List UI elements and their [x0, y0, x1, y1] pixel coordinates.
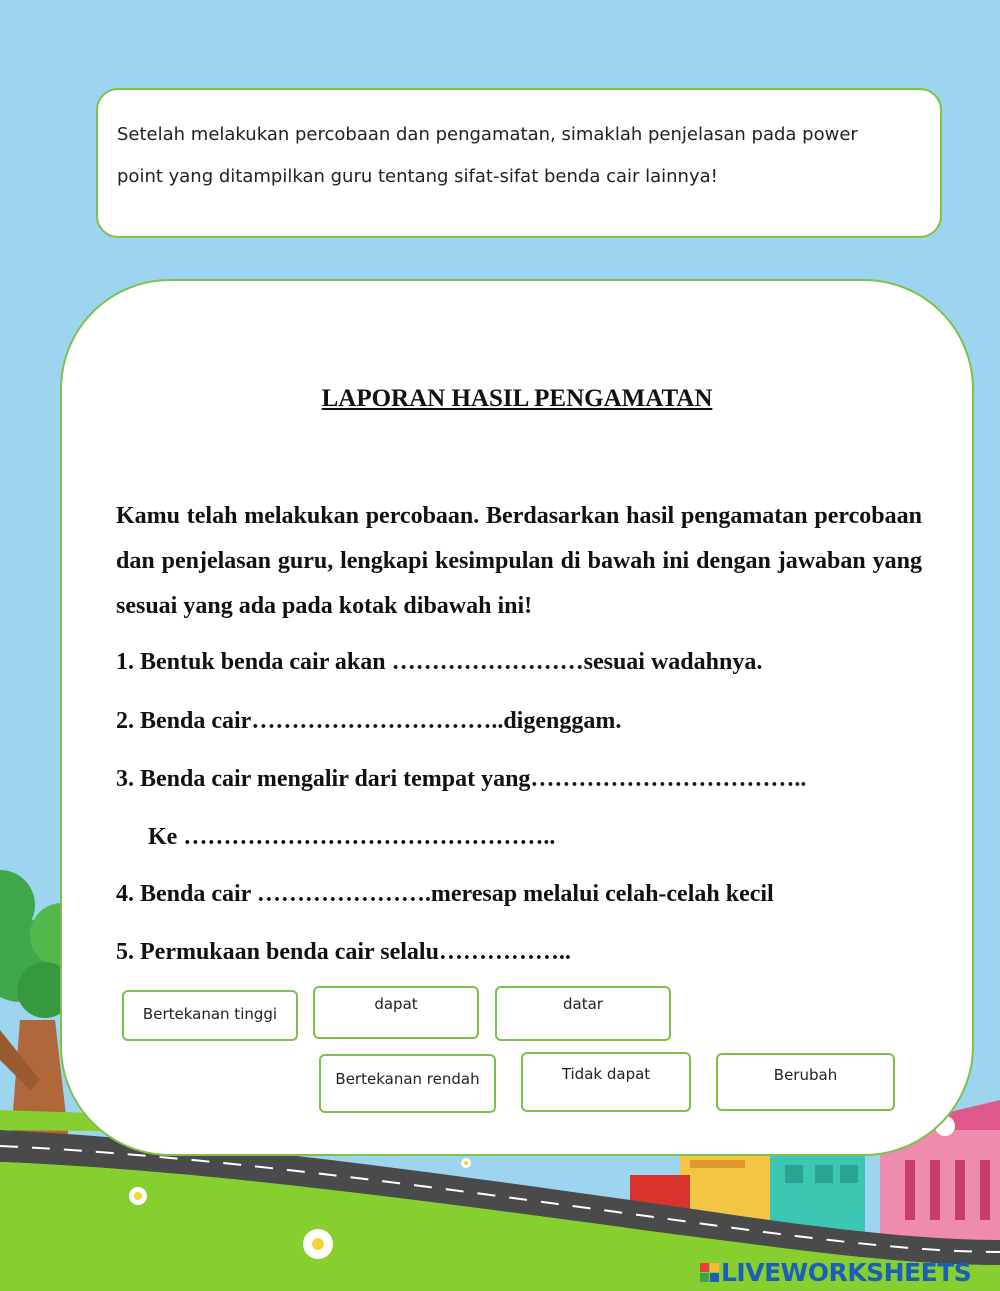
liveworksheets-watermark — [700, 1258, 971, 1287]
watermark-text: LIVEWORKSHEETS — [721, 1258, 972, 1287]
option-tidak-dapat[interactable]: Tidak dapat — [521, 1052, 691, 1112]
instruction-line-1: Setelah melakukan percobaan dan pengamatan, simaklah penjelasan pada power — [117, 124, 858, 145]
question-3-continuation: Ke ……………………………………….. — [148, 824, 556, 850]
intro-paragraph: Kamu telah melakukan percobaan. Berdasarkan hasil pengamatan percobaan dan penjelasan guru, lengkapi kesimpulan di bawah ini dengan jawaban yang sesuai yang ada pada kotak dibawah ini! — [116, 503, 922, 619]
question-1: 1. Bentuk benda cair akan ……………………sesuai wadahnya. — [116, 649, 763, 675]
question-4: 4. Benda cair ………………….meresap melalui celah-celah kecil — [116, 881, 774, 907]
option-dapat[interactable]: dapat — [313, 986, 479, 1039]
question-5: 5. Permukaan benda cair selalu…………….. — [116, 939, 571, 965]
liveworksheets-logo-icon — [700, 1263, 719, 1282]
option-datar[interactable]: datar — [495, 986, 671, 1041]
option-berubah[interactable]: Berubah — [716, 1053, 895, 1111]
option-bertekanan-rendah[interactable]: Bertekanan rendah — [319, 1054, 496, 1113]
question-3: 3. Benda cair mengalir dari tempat yang…………………………….. — [116, 766, 807, 792]
question-2: 2. Benda cair…………………………..digenggam. — [116, 708, 622, 734]
report-title: LAPORAN HASIL PENGAMATAN — [321, 385, 713, 412]
option-bertekanan-tinggi[interactable]: Bertekanan tinggi — [122, 990, 298, 1041]
instruction-line-2: point yang ditampilkan guru tentang sifat-sifat benda cair lainnya! — [117, 166, 718, 187]
instruction-box — [96, 88, 942, 238]
worksheet-card — [60, 279, 974, 1156]
